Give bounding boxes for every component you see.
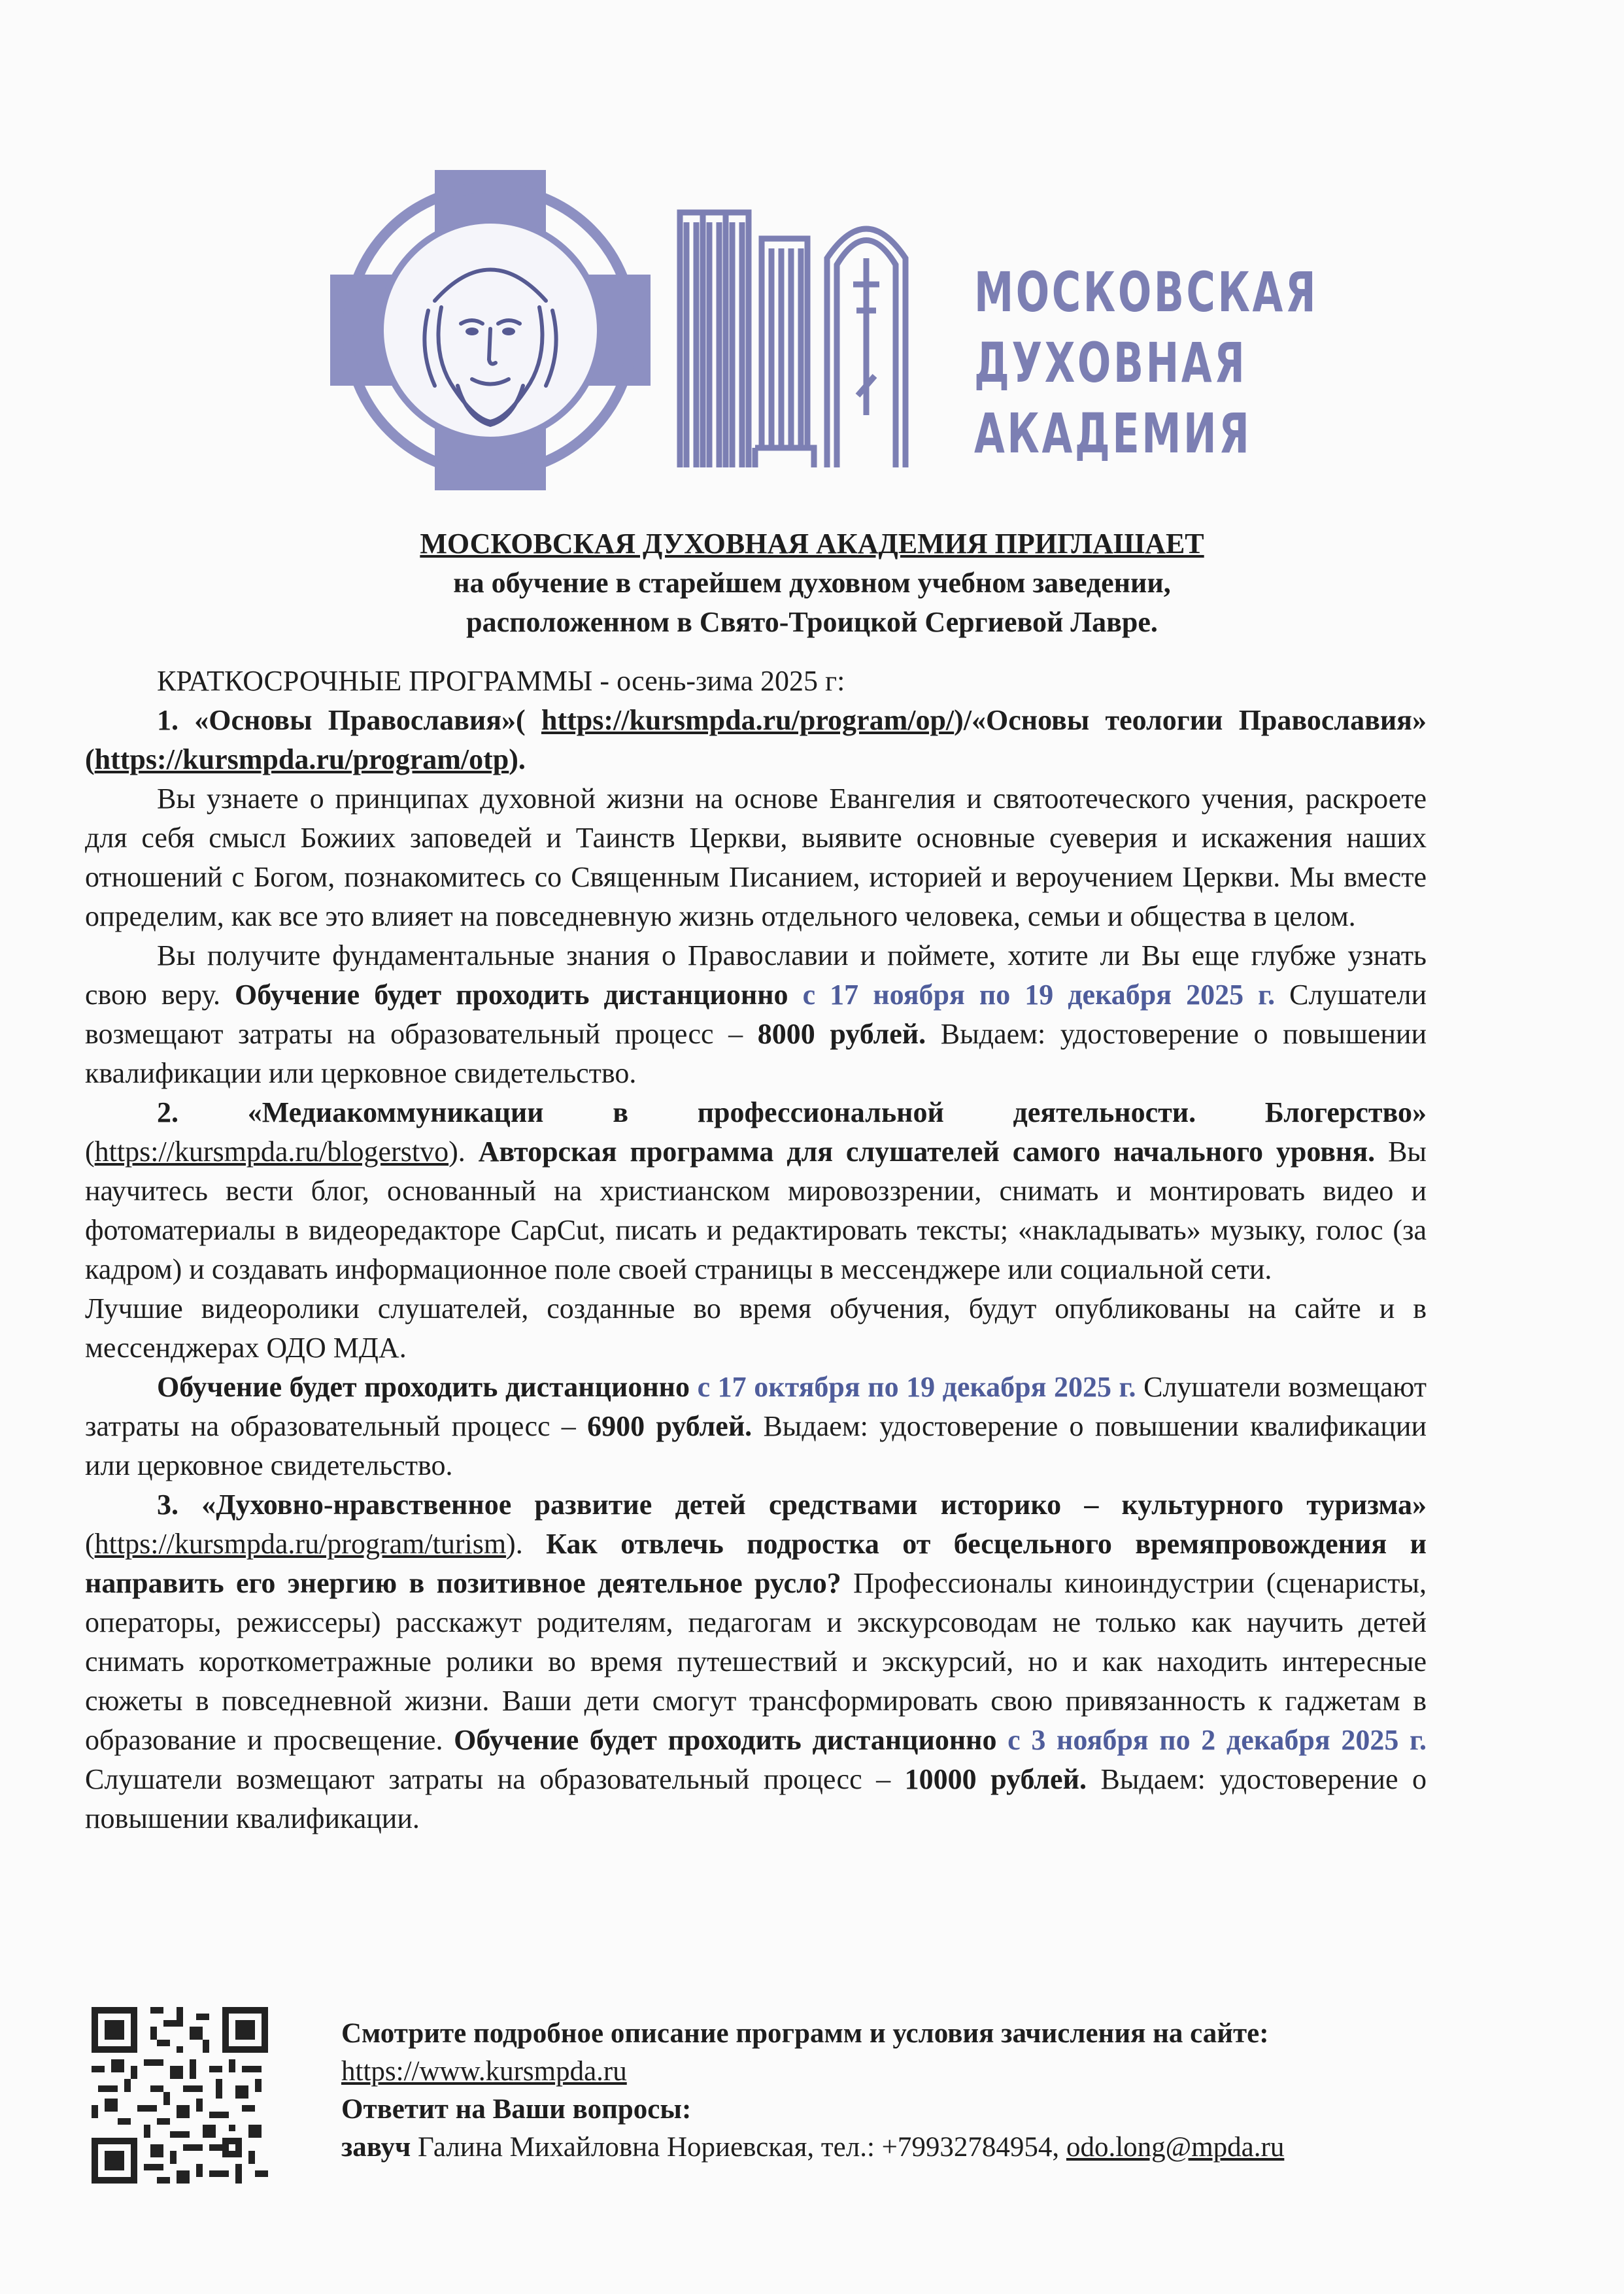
program-1-description: Вы узнаете о принципах духовной жизни на основе Евангелия и святоотеческого учения, раскроете для себя смысл Божиих заповедей и Таинств Церкви, выявите основные суеверия и искажения наших отношений с Богом, познакомитесь со Священным Писанием, историей и вероучением Церкви. Мы вместе определим, как все это влияет на повседневную жизнь отдельного человека, семьи и общества в целом.: [85, 783, 1427, 932]
cross-emblem-icon: [320, 160, 660, 500]
section-title: КРАТКОСРОЧНЫЕ ПРОГРАММЫ - осень-зима 2025 г:: [157, 665, 845, 697]
program-3-block: [85, 1485, 1427, 1838]
academy-name-line-1: МОСКОВСКАЯ: [974, 260, 1319, 324]
program-3-dates: с 3 ноября по 2 декабря 2025 г.: [996, 1724, 1427, 1756]
program-1-title-sep: )/«Основы теологии Православия» (: [85, 704, 1427, 775]
footer-contact-line: [341, 2129, 1440, 2167]
program-2-description: Вы научитесь вести блог, основанный на христианском мировоззрении, снимать и монтировать видео и фотоматериалы в видеоредакторе CapCut, писать и редактировать тексты; «накладывать» музыку, голос (за кадром) и создавать информационное поле своей страницы в мессенджере или социальной сети.: [85, 1136, 1427, 1285]
program-1-terms-mid: Слушатели возмещают затраты на образовательный процесс –: [85, 979, 1427, 1050]
footer-contact: Галина Михайловна Нориевская, тел.: +79932784954,: [411, 2132, 1066, 2163]
program-3-price: 10000 рублей.: [904, 1763, 1087, 1795]
program-2-link-open: (: [85, 1136, 95, 1168]
document-body: [85, 662, 1427, 1838]
program-2-bold-intro: Авторская программа для слушателей самого начального уровня.: [465, 1136, 1376, 1168]
program-1-terms: [85, 936, 1427, 1093]
program-1-title-a: 1. «Основы Православия»(: [157, 704, 526, 736]
program-1-dates: с 17 ноября по 19 декабря 2025 г.: [788, 979, 1276, 1011]
program-2-terms: [85, 1368, 1427, 1485]
program-2-title: 2. «Медиакоммуникации в профессиональной деятельности. Блогерство»: [157, 1096, 1427, 1128]
program-3-terms-end: Выдаем: удостоверение о повышении квалификации.: [85, 1763, 1427, 1834]
academy-name-line-2: ДУХОВНАЯ: [974, 331, 1247, 395]
program-2-link-close: ).: [448, 1136, 465, 1168]
program-3-link-close: ).: [506, 1528, 523, 1560]
program-3-terms-remote: Обучение будет проходить дистанционно: [454, 1724, 997, 1756]
program-2-dates: с 17 октября по 19 декабря 2025 г.: [690, 1371, 1136, 1403]
program-3-terms-mid: Слушатели возмещают затраты на образовательный процесс –: [85, 1763, 905, 1795]
footer-answer: Ответит на Ваши вопросы:: [341, 2094, 692, 2125]
program-1-title-end: ).: [509, 743, 526, 775]
qr-code-icon[interactable]: [92, 2007, 268, 2184]
footer-site-link[interactable]: https://www.kursmpda.ru: [341, 2056, 627, 2087]
academy-logo: [320, 160, 1319, 500]
program-3-link[interactable]: https://kursmpda.ru/program/turism: [94, 1528, 507, 1560]
headline-line-3: расположенном в Свято-Троицкой Сергиевой Лавре.: [466, 606, 1158, 638]
program-2-link[interactable]: https://kursmpda.ru/blogerstvo: [94, 1136, 449, 1168]
program-1-terms-start: Вы получите фундаментальные знания о Православии и поймете, хотите ли Вы еще глубже узнать свою веру.: [85, 939, 1427, 1011]
footer-contacts: [341, 2015, 1440, 2167]
headline-line-2: на обучение в старейшем духовном учебном заведении,: [453, 567, 1171, 599]
program-1-link-otp[interactable]: https://kursmpda.ru/program/otp: [94, 743, 509, 775]
program-2-terms-end: Выдаем: удостоверение о повышении квалификации или церковное свидетельство.: [85, 1410, 1427, 1481]
program-1-price: 8000 рублей.: [757, 1018, 926, 1050]
program-3-link-open: (: [85, 1528, 95, 1560]
headline-main: МОСКОВСКАЯ ДУХОВНАЯ АКАДЕМИЯ ПРИГЛАШАЕТ: [420, 528, 1204, 560]
program-2-price: 6900 рублей.: [587, 1410, 753, 1442]
academy-name-line-3: АКАДЕМИЯ: [974, 401, 1252, 465]
footer-see-more: Смотрите подробное описание программ и условия зачисления на сайте:: [341, 2018, 1269, 2049]
program-2-intro: [85, 1093, 1427, 1289]
headline: [0, 524, 1624, 642]
academy-name: [974, 257, 1319, 469]
program-2-terms-remote: Обучение будет проходить дистанционно: [157, 1371, 690, 1403]
program-1-terms-end: Выдаем: удостоверение о повышении квалификации или церковное свидетельство.: [85, 1018, 1427, 1089]
program-1-terms-remote: Обучение будет проходить дистанционно: [235, 979, 788, 1011]
program-3-question: Как отвлечь подростка от бесцельного времяпровождения и направить его энергию в позитивное деятельное русло?: [85, 1528, 1427, 1599]
footer-role: завуч: [341, 2132, 411, 2163]
program-2-terms-mid: Слушатели возмещают затраты на образовательный процесс –: [85, 1371, 1427, 1442]
mda-monogram-icon: [673, 199, 915, 474]
program-1-link-op[interactable]: https://kursmpda.ru/program/op/: [541, 704, 955, 736]
program-3-title: 3. «Духовно-нравственное развитие детей средствами историко – культурного туризма»: [157, 1489, 1427, 1521]
program-1-title: [85, 701, 1427, 779]
program-2-best-videos: Лучшие видеоролики слушателей, созданные во время обучения, будут опубликованы на сайте и в мессенджерах ОДО МДА.: [85, 1292, 1427, 1364]
footer-email-link[interactable]: odo.long@mpda.ru: [1066, 2132, 1285, 2163]
program-3-description: Профессионалы киноиндустрии (сценаристы, операторы, режиссеры) расскажут родителям, педагогам и экскурсоводам не только как научить детей снимать короткометражные ролики во время путешествий и экскурсий, но и как находить интересные сюжеты в повседневной жизни. Ваши дети смогут трансформировать свою привязанность к гаджетам в образование и просвещение.: [85, 1567, 1427, 1756]
